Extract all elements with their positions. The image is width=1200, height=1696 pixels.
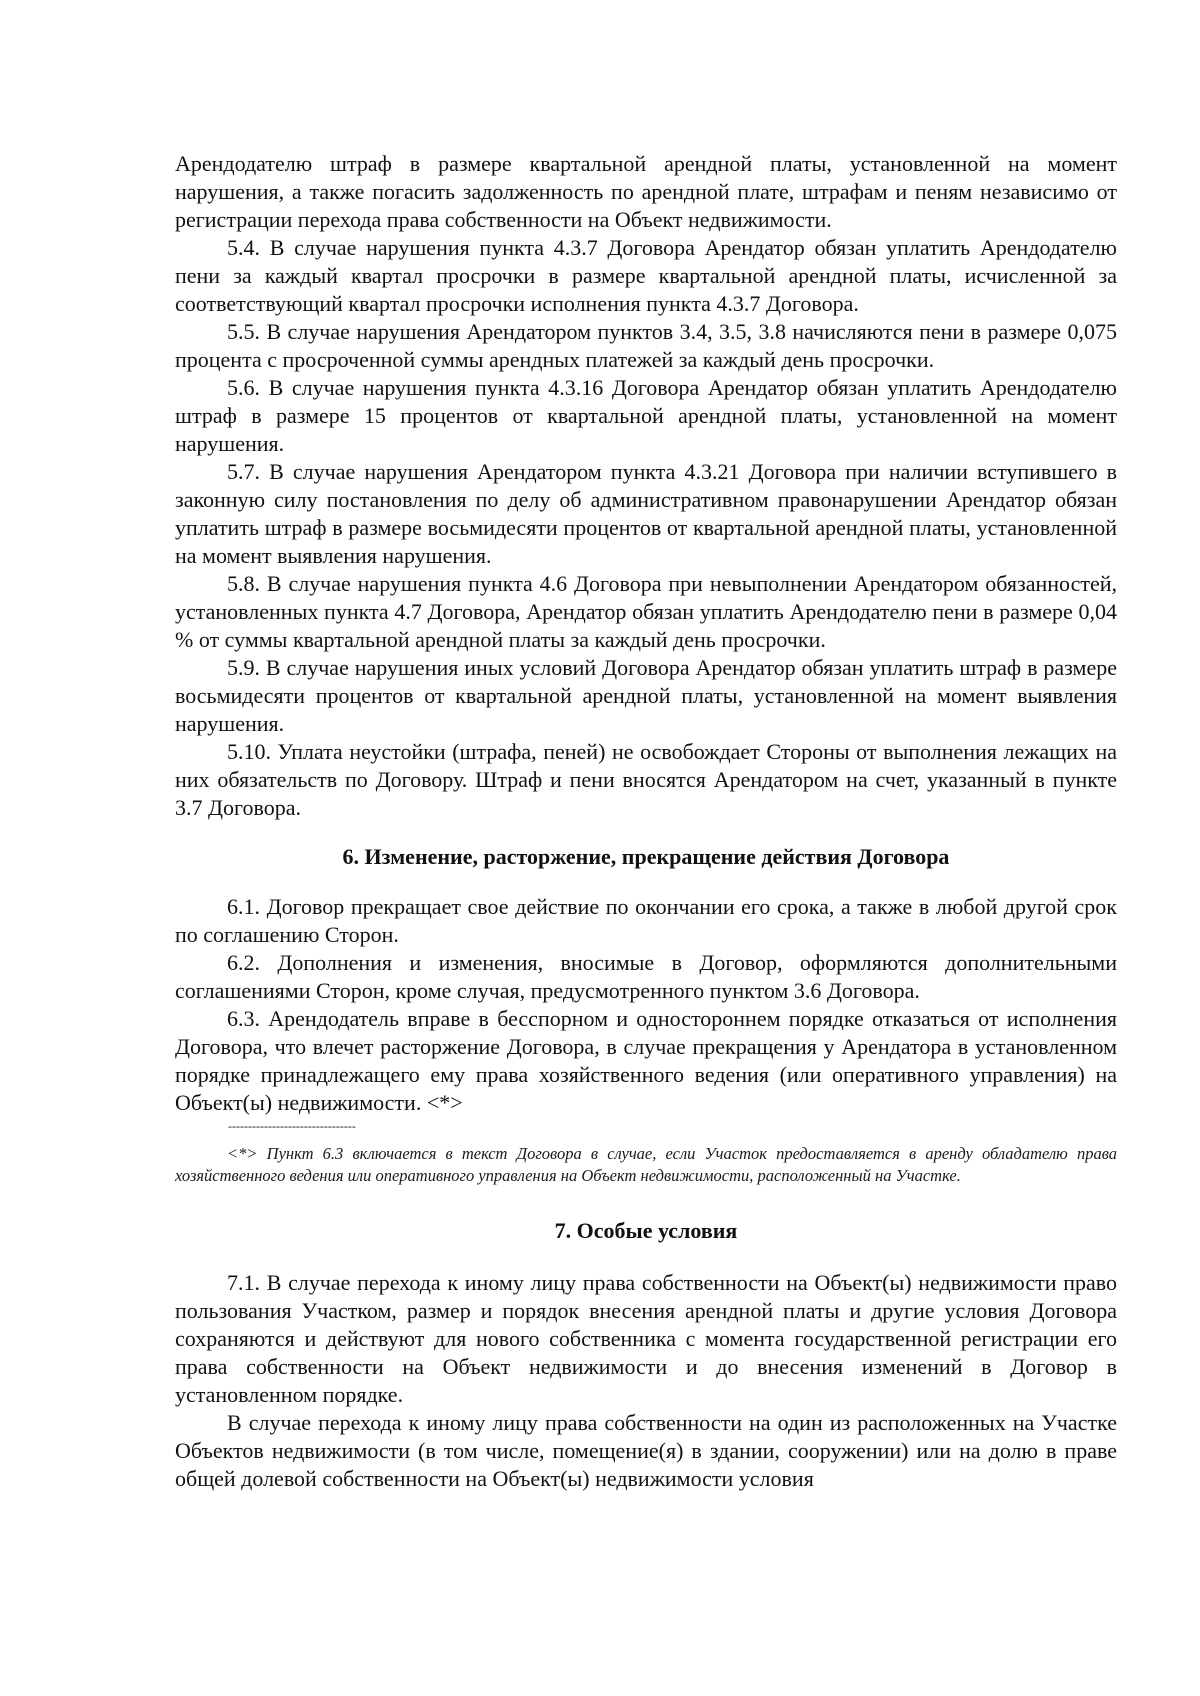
paragraph-6-3: 6.3. Арендодатель вправе в бесспорном и одностороннем порядке отказаться от исполнения Договора, что влечет расторжение Договора, в случае прекращения у Арендатора в установленном порядке принадлежащего ему права хозяйственного ведения (или оперативного управления) на Объект(ы) недвижимости. <*>	[175, 1006, 1117, 1115]
paragraph-7-1: 7.1. В случае перехода к иному лицу права собственности на Объект(ы) недвижимости право пользования Участком, размер и порядок внесения арендной платы и другие условия Договора сохраняются и действуют для нового собственника с момента государственной регистрации его права собственности на Объект недвижимости и до внесения изменений в Договор в установленном порядке.	[175, 1270, 1117, 1407]
paragraph-7-1-continued: В случае перехода к иному лицу права собственности на один из расположенных на Участке Объектов недвижимости (в том числе, помещение(я) в здании, сооружении) или на долю в праве общей долевой собственности на Объект(ы) недвижимости условия	[175, 1410, 1117, 1491]
section-6-heading: 6. Изменение, расторжение, прекращение действия Договора	[342, 844, 950, 869]
paragraph-5-7: 5.7. В случае нарушения Арендатором пункта 4.3.21 Договора при наличии вступившего в законную силу постановления по делу об административном правонарушении Арендатор обязан уплатить штраф в размере восьмидесяти процентов от квартальной арендной платы, установленной на момент выявления нарушения.	[175, 459, 1117, 568]
paragraph-5-8: 5.8. В случае нарушения пункта 4.6 Договора при невыполнении Арендатором обязанностей, установленных пункта 4.7 Договора, Арендатор обязан уплатить Арендодателю пени в размере 0,04 % от суммы квартальной арендной платы за каждый день просрочки.	[175, 571, 1117, 652]
paragraph-6-1: 6.1. Договор прекращает свое действие по окончании его срока, а также в любой другой срок по соглашению Сторон.	[175, 894, 1117, 947]
paragraph-5-6: 5.6. В случае нарушения пункта 4.3.16 Договора Арендатор обязан уплатить Арендодателю штраф в размере 15 процентов от квартальной арендной платы, установленной на момент нарушения.	[175, 375, 1117, 456]
paragraph-5-9: 5.9. В случае нарушения иных условий Договора Арендатор обязан уплатить штраф в размере восьмидесяти процентов от квартальной арендной платы, установленной на момент выявления нарушения.	[175, 655, 1117, 736]
footnote-6-3: <*> Пункт 6.3 включается в текст Договора в случае, если Участок предоставляется в аренду обладателю права хозяйственного ведения или оперативного управления на Объект недвижимости, расположенный на Участке.	[175, 1144, 1117, 1185]
section-7-heading: 7. Особые условия	[554, 1218, 738, 1243]
paragraph-6-2: 6.2. Дополнения и изменения, вносимые в Договор, оформляются дополнительными соглашениями Сторон, кроме случая, предусмотренного пунктом 3.6 Договора.	[175, 950, 1117, 1003]
document-page	[175, 150, 1117, 1493]
footnote-divider: --------------------------------	[228, 1119, 356, 1133]
paragraph-5-10: 5.10. Уплата неустойки (штрафа, пеней) не освобождает Стороны от выполнения лежащих на них обязательств по Договору. Штраф и пени вносятся Арендатором на счет, указанный в пункте 3.7 Договора.	[175, 739, 1117, 820]
paragraph-5-5: 5.5. В случае нарушения Арендатором пунктов 3.4, 3.5, 3.8 начисляются пени в размере 0,075 процента с просроченной суммы арендных платежей за каждый день просрочки.	[175, 319, 1117, 372]
paragraph-5-3-continuation: Арендодателю штраф в размере квартальной арендной платы, установленной на момент нарушения, а также погасить задолженность по арендной плате, штрафам и пеням независимо от регистрации перехода права собственности на Объект недвижимости.	[175, 151, 1117, 232]
paragraph-5-4: 5.4. В случае нарушения пункта 4.3.7 Договора Арендатор обязан уплатить Арендодателю пени за каждый квартал просрочки в размере квартальной арендной платы, исчисленной за соответствующий квартал просрочки исполнения пункта 4.3.7 Договора.	[175, 235, 1117, 316]
